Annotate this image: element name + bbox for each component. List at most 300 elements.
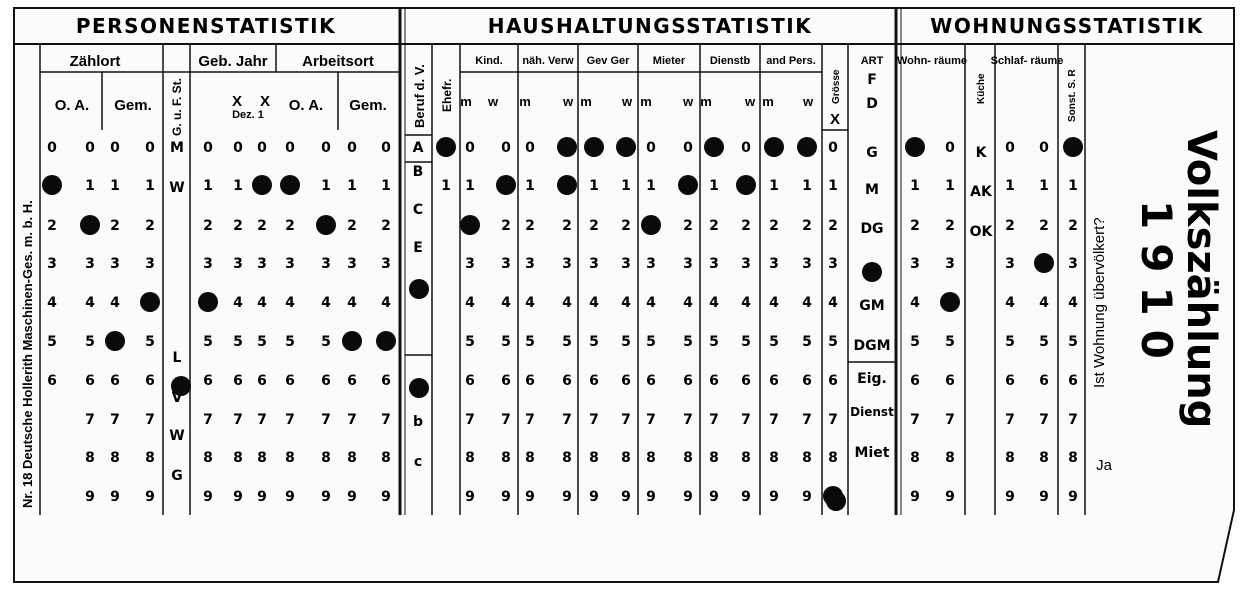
label-gufst: G. u. F. St. <box>170 77 184 136</box>
digit-cell: 0 <box>1005 140 1015 156</box>
label-ehefr: Ehefr. <box>440 78 454 112</box>
digit-cell: 6 <box>562 373 572 389</box>
digit-cell: 4 <box>562 295 572 311</box>
digit-cell: 7 <box>828 412 838 428</box>
beruf-label: c <box>413 454 423 470</box>
digit-cell: 4 <box>683 295 693 311</box>
digit-cell: 8 <box>1005 450 1015 466</box>
digit-cell: 7 <box>145 412 155 428</box>
digit-cell: 8 <box>1039 450 1049 466</box>
digit-cell: 5 <box>769 334 779 350</box>
digit-cell: 0 <box>257 140 267 156</box>
digit-cell: 9 <box>589 489 599 505</box>
digit-cell: 8 <box>501 450 511 466</box>
question-text: Ist Wohnung übervölkert? <box>1091 217 1108 388</box>
digit-cell: 4 <box>621 295 631 311</box>
punch-hole <box>105 331 125 351</box>
digit-cell: 3 <box>47 256 57 272</box>
digit-cell: 8 <box>145 450 155 466</box>
digit-cell: 4 <box>285 295 295 311</box>
punch-hole <box>557 137 577 157</box>
digit-cell: 9 <box>646 489 656 505</box>
digit-cell: 7 <box>501 412 511 428</box>
label-ja: Ja <box>1096 457 1112 474</box>
digit-cell: 4 <box>85 295 95 311</box>
punch-hole <box>140 292 160 312</box>
header-personen: PERSONENSTATISTIK <box>75 14 337 38</box>
punch-hole <box>1063 137 1083 157</box>
digit-cell: 6 <box>769 373 779 389</box>
digit-cell: 1 <box>589 178 599 194</box>
label-kueche: Küche <box>976 73 987 104</box>
digit-cell: 1 <box>441 178 451 194</box>
digit-cell: 6 <box>257 373 267 389</box>
digit-cell: 9 <box>910 489 920 505</box>
digit-cell: 6 <box>347 373 357 389</box>
digit-cell: 1 <box>1068 178 1078 194</box>
digit-cell: 1 <box>203 178 213 194</box>
digit-cell: 3 <box>501 256 511 272</box>
digit-cell: 3 <box>802 256 812 272</box>
label-zaehlort: Zählort <box>69 53 121 70</box>
art-label: DGM <box>853 338 891 354</box>
digit-cell: 5 <box>285 334 295 350</box>
label-gem-1: Gem. <box>114 97 152 114</box>
punch-hole <box>80 215 100 235</box>
punch-hole <box>496 175 516 195</box>
digit-cell: 3 <box>562 256 572 272</box>
digit-cell: 2 <box>621 218 631 234</box>
digit-cell: 4 <box>347 295 357 311</box>
digit-cell: 6 <box>621 373 631 389</box>
digit-cell: 6 <box>828 373 838 389</box>
digit-cell: 7 <box>465 412 475 428</box>
digit-cell: 1 <box>85 178 95 194</box>
digit-cell: 4 <box>381 295 391 311</box>
digit-cell: 3 <box>285 256 295 272</box>
digit-cell: 7 <box>203 412 213 428</box>
label-gevger: Gev Ger <box>586 55 630 67</box>
digit-cell: 5 <box>1039 334 1049 350</box>
digit-cell: 8 <box>709 450 719 466</box>
gufst-label: V <box>171 390 183 406</box>
digit-cell: 8 <box>321 450 331 466</box>
digit-cell: 2 <box>741 218 751 234</box>
punch-hole <box>252 175 272 195</box>
digit-cell: 5 <box>589 334 599 350</box>
label-gebjahr: Geb. Jahr <box>198 53 268 70</box>
digit-cell: 0 <box>381 140 391 156</box>
label-art: ART <box>860 55 884 67</box>
label-andpers: and Pers. <box>766 55 816 67</box>
digit-cell: 2 <box>110 218 120 234</box>
digit-cell: 2 <box>910 218 920 234</box>
digit-cell: 9 <box>683 489 693 505</box>
digit-cell: 3 <box>465 256 475 272</box>
digit-cell: 7 <box>1039 412 1049 428</box>
digit-cell: 4 <box>802 295 812 311</box>
kueche-label: OK <box>969 224 993 240</box>
digit-cell: 8 <box>828 450 838 466</box>
digit-cell: 8 <box>683 450 693 466</box>
beruf-label: C <box>412 202 424 218</box>
digit-cell: 3 <box>646 256 656 272</box>
digit-cell: 2 <box>828 218 838 234</box>
digit-cell: 2 <box>233 218 243 234</box>
digit-cell: 6 <box>646 373 656 389</box>
digit-cell: 1 <box>1039 178 1049 194</box>
label-gem-2: Gem. <box>349 97 387 114</box>
digit-cell: 7 <box>621 412 631 428</box>
digit-cell: 3 <box>709 256 719 272</box>
label-w: w <box>621 94 633 109</box>
digit-cell: 4 <box>233 295 243 311</box>
digit-cell: 1 <box>1005 178 1015 194</box>
punch-hole <box>409 279 429 299</box>
digit-cell: 6 <box>1039 373 1049 389</box>
digit-cell: 6 <box>525 373 535 389</box>
digit-cell: 5 <box>525 334 535 350</box>
digit-cell: 7 <box>285 412 295 428</box>
label-wohnraeume-text: Wohn- räume <box>896 55 968 67</box>
digit-cell: 6 <box>203 373 213 389</box>
punch-hole <box>862 262 882 282</box>
label-naehverw: näh. Verw <box>522 55 574 67</box>
beruf-label: b <box>412 414 424 430</box>
digit-cell: 9 <box>233 489 243 505</box>
digit-cell: 9 <box>709 489 719 505</box>
digit-cell: 0 <box>683 140 693 156</box>
digit-cell: 2 <box>285 218 295 234</box>
title-year: 1910 <box>1132 200 1181 373</box>
digit-cell: 3 <box>769 256 779 272</box>
label-m: m <box>460 94 472 109</box>
digit-cell: 0 <box>285 140 295 156</box>
digit-cell: 3 <box>828 256 838 272</box>
digit-cell: 1 <box>802 178 812 194</box>
digit-cell: 4 <box>910 295 920 311</box>
digit-cell: 4 <box>465 295 475 311</box>
art-label: Miet <box>854 445 890 461</box>
digit-cell: 9 <box>501 489 511 505</box>
digit-cell: 0 <box>47 140 57 156</box>
digit-cell: 7 <box>321 412 331 428</box>
digit-cell: 0 <box>646 140 656 156</box>
digit-cell: 0 <box>85 140 95 156</box>
punch-hole <box>198 292 218 312</box>
kueche-label: AK <box>970 184 992 200</box>
digit-cell: 4 <box>709 295 719 311</box>
label-x-right: X <box>259 93 271 110</box>
digit-cell: 1 <box>233 178 243 194</box>
label-w: w <box>487 94 499 109</box>
gufst-label: W <box>169 428 185 444</box>
digit-cell: 0 <box>945 140 955 156</box>
digit-cell: 8 <box>257 450 267 466</box>
digit-cell: 2 <box>1068 218 1078 234</box>
digit-cell: 8 <box>285 450 295 466</box>
digit-cell: 2 <box>203 218 213 234</box>
digit-cell: 3 <box>85 256 95 272</box>
punch-hole <box>316 215 336 235</box>
digit-cell: 3 <box>381 256 391 272</box>
digit-cell: 6 <box>1005 373 1015 389</box>
digit-cell: 6 <box>683 373 693 389</box>
beruf-label: A <box>412 140 424 156</box>
label-wohnraeume <box>897 55 967 67</box>
digit-cell: 6 <box>321 373 331 389</box>
digit-cell: 2 <box>501 218 511 234</box>
digit-cell: 6 <box>285 373 295 389</box>
digit-cell: 8 <box>646 450 656 466</box>
digit-cell: 2 <box>381 218 391 234</box>
digit-cell: 0 <box>465 140 475 156</box>
art-label: GM <box>859 298 885 314</box>
punch-hole <box>940 292 960 312</box>
digit-cell: 6 <box>741 373 751 389</box>
digit-cell: 9 <box>203 489 213 505</box>
digit-cell: 3 <box>203 256 213 272</box>
label-w: w <box>744 94 756 109</box>
label-oa-2: O. A. <box>288 97 324 114</box>
digit-cell: 7 <box>802 412 812 428</box>
digit-cell: 5 <box>321 334 331 350</box>
digit-cell: 9 <box>85 489 95 505</box>
punch-hole <box>797 137 817 157</box>
digit-cell: 8 <box>233 450 243 466</box>
label-groesse-x: X <box>829 111 841 128</box>
digit-cell: 2 <box>709 218 719 234</box>
digit-cell: 1 <box>145 178 155 194</box>
digit-cell: 0 <box>828 140 838 156</box>
digit-cell: 7 <box>646 412 656 428</box>
digit-cell: 7 <box>741 412 751 428</box>
digit-cell: 6 <box>910 373 920 389</box>
digit-cell: 1 <box>381 178 391 194</box>
digit-cell: 4 <box>47 295 57 311</box>
digit-cell: 8 <box>910 450 920 466</box>
digit-cell: 2 <box>945 218 955 234</box>
digit-cell: 8 <box>562 450 572 466</box>
label-w: w <box>682 94 694 109</box>
digit-cell: 5 <box>646 334 656 350</box>
header-haushalt: HAUSHALTUNGSSTATISTIK <box>487 14 813 38</box>
punch-hole <box>616 137 636 157</box>
digit-cell: 5 <box>203 334 213 350</box>
digit-cell: 2 <box>257 218 267 234</box>
beruf-label: E <box>413 240 423 256</box>
digit-cell: 2 <box>47 218 57 234</box>
digit-cell: 1 <box>945 178 955 194</box>
digit-cell: 1 <box>709 178 719 194</box>
digit-cell: 1 <box>621 178 631 194</box>
digit-cell: 8 <box>769 450 779 466</box>
art-label: G <box>866 145 878 161</box>
digit-cell: 7 <box>233 412 243 428</box>
art-label: D <box>866 96 878 112</box>
digit-cell: 1 <box>525 178 535 194</box>
digit-cell: 9 <box>562 489 572 505</box>
digit-cell: 2 <box>1039 218 1049 234</box>
digit-cell: 5 <box>233 334 243 350</box>
digit-cell: 4 <box>321 295 331 311</box>
digit-cell: 3 <box>1068 256 1078 272</box>
label-mieter: Mieter <box>652 55 686 67</box>
digit-cell: 7 <box>910 412 920 428</box>
punch-hole <box>764 137 784 157</box>
digit-cell: 8 <box>1068 450 1078 466</box>
art-label: F <box>867 72 877 88</box>
digit-cell: 3 <box>621 256 631 272</box>
digit-cell: 6 <box>110 373 120 389</box>
digit-cell: 4 <box>1068 295 1078 311</box>
gufst-label: L <box>172 350 182 366</box>
digit-cell: 3 <box>1005 256 1015 272</box>
digit-cell: 4 <box>589 295 599 311</box>
digit-cell: 5 <box>709 334 719 350</box>
punch-hole <box>678 175 698 195</box>
digit-cell: 3 <box>110 256 120 272</box>
digit-cell: 5 <box>802 334 812 350</box>
digit-cell: 7 <box>683 412 693 428</box>
label-m: m <box>580 94 592 109</box>
digit-cell: 3 <box>257 256 267 272</box>
digit-cell: 9 <box>285 489 295 505</box>
digit-cell: 8 <box>621 450 631 466</box>
punch-hole <box>280 175 300 195</box>
digit-cell: 3 <box>145 256 155 272</box>
punch-hole <box>557 175 577 195</box>
digit-cell: 0 <box>1039 140 1049 156</box>
punch-hole <box>1034 253 1054 273</box>
digit-cell: 4 <box>741 295 751 311</box>
digit-cell: 6 <box>233 373 243 389</box>
digit-cell: 7 <box>110 412 120 428</box>
digit-cell: 0 <box>233 140 243 156</box>
digit-cell: 6 <box>802 373 812 389</box>
digit-cell: 5 <box>945 334 955 350</box>
label-m: m <box>519 94 531 109</box>
digit-cell: 9 <box>347 489 357 505</box>
digit-cell: 6 <box>945 373 955 389</box>
digit-cell: 8 <box>347 450 357 466</box>
digit-cell: 5 <box>683 334 693 350</box>
label-x-left: X <box>231 93 243 110</box>
digit-cell: 6 <box>589 373 599 389</box>
digit-cell: 5 <box>910 334 920 350</box>
digit-cell: 1 <box>110 178 120 194</box>
digit-cell: 0 <box>110 140 120 156</box>
digit-cell: 8 <box>203 450 213 466</box>
punch-hole <box>376 331 396 351</box>
digit-cell: 2 <box>589 218 599 234</box>
kueche-label: K <box>975 145 987 161</box>
digit-cell: 6 <box>465 373 475 389</box>
digit-cell: 8 <box>465 450 475 466</box>
label-m: m <box>700 94 712 109</box>
digit-cell: 9 <box>621 489 631 505</box>
digit-cell: 7 <box>1068 412 1078 428</box>
gufst-label: G <box>171 468 183 484</box>
digit-cell: 5 <box>85 334 95 350</box>
digit-cell: 9 <box>381 489 391 505</box>
digit-cell: 5 <box>145 334 155 350</box>
digit-cell: 7 <box>562 412 572 428</box>
digit-cell: 7 <box>945 412 955 428</box>
digit-cell: 4 <box>1005 295 1015 311</box>
label-oa-1: O. A. <box>54 97 90 114</box>
digit-cell: 9 <box>945 489 955 505</box>
digit-cell: 8 <box>741 450 751 466</box>
digit-cell: 9 <box>1005 489 1015 505</box>
digit-cell: 9 <box>1068 489 1078 505</box>
digit-cell: 9 <box>741 489 751 505</box>
digit-cell: 5 <box>741 334 751 350</box>
digit-cell: 4 <box>501 295 511 311</box>
punch-hole <box>409 378 429 398</box>
digit-cell: 6 <box>47 373 57 389</box>
digit-cell: 4 <box>646 295 656 311</box>
digit-cell: 7 <box>525 412 535 428</box>
digit-cell: 5 <box>465 334 475 350</box>
label-sonstsr: Sonst. S. R <box>1067 69 1078 122</box>
digit-cell: 6 <box>1068 373 1078 389</box>
digit-cell: 8 <box>381 450 391 466</box>
gufst-label: M <box>170 140 184 156</box>
digit-cell: 5 <box>621 334 631 350</box>
punch-hole <box>42 175 62 195</box>
label-dienstb: Dienstb <box>709 55 751 67</box>
punch-hole <box>704 137 724 157</box>
title-volkszaehlung: Volkszählung <box>1178 130 1224 429</box>
label-m: m <box>762 94 774 109</box>
digit-cell: 7 <box>347 412 357 428</box>
digit-cell: 5 <box>47 334 57 350</box>
digit-cell: 0 <box>525 140 535 156</box>
digit-cell: 5 <box>257 334 267 350</box>
digit-cell: 9 <box>525 489 535 505</box>
digit-cell: 9 <box>321 489 331 505</box>
digit-cell: 3 <box>347 256 357 272</box>
digit-cell: 1 <box>769 178 779 194</box>
digit-cell: 1 <box>321 178 331 194</box>
digit-cell: 6 <box>145 373 155 389</box>
punch-hole <box>641 215 661 235</box>
punch-hole <box>436 137 456 157</box>
digit-cell: 7 <box>709 412 719 428</box>
digit-cell: 8 <box>525 450 535 466</box>
maker-text: Nr. 18 Deutsche Hollerith Maschinen-Ges. m. b. H. <box>20 200 35 508</box>
digit-cell: 0 <box>347 140 357 156</box>
digit-cell: 3 <box>233 256 243 272</box>
gufst-label: W <box>169 180 185 196</box>
digit-cell: 3 <box>910 256 920 272</box>
digit-cell: 8 <box>110 450 120 466</box>
art-label: M <box>865 182 879 198</box>
digit-cell: 2 <box>145 218 155 234</box>
digit-cell: 9 <box>802 489 812 505</box>
label-w: w <box>802 94 814 109</box>
art-label: DG <box>860 221 884 237</box>
digit-cell: 0 <box>321 140 331 156</box>
digit-cell: 2 <box>683 218 693 234</box>
digit-cell: 5 <box>828 334 838 350</box>
digit-cell: 0 <box>203 140 213 156</box>
digit-cell: 3 <box>589 256 599 272</box>
digit-cell: 6 <box>501 373 511 389</box>
digit-cell: 4 <box>110 295 120 311</box>
digit-cell: 3 <box>741 256 751 272</box>
